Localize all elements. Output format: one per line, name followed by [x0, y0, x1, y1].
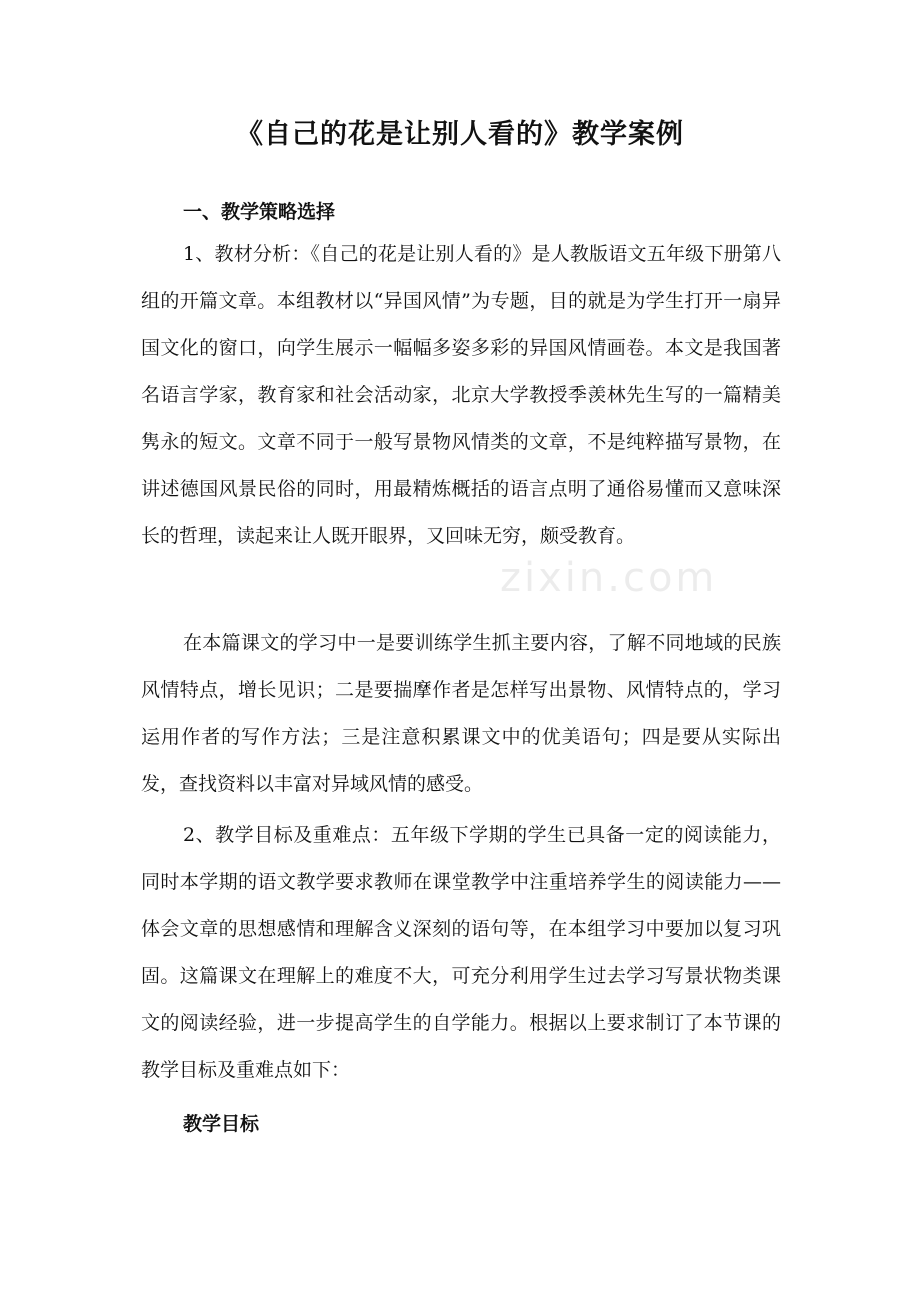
subheading-teaching-goals: 教学目标: [183, 1113, 260, 1135]
document-title: 《自己的花是让别人看的》教学案例: [236, 119, 684, 150]
paragraph-material-analysis: 1、教材分析：《自己的花是让别人看的》是人教版语文五年级下册第八组的开篇文章。本组教材以“异国风情”为专题，目的就是为学生打开一扇异国文化的窗口，向学生展示一幅幅多姿多彩的异国风情画卷。本文是我国著名语言学家，教育家和社会活动家，北京大学教授季羡林先生写的一篇精美隽永的短文。文章不同于一般写景物风情类的文章，不是纯粹描写景物，在讲述德国风景民俗的同时，用最精炼概括的语言点明了通俗易懂而又意味深长的哲理，读起来让人既开眼界，又回味无穷，颇受教育。: [141, 243, 781, 547]
paragraph-goals-difficulties: 2、教学目标及重难点：五年级下学期的学生已具备一定的阅读能力，同时本学期的语文教学要求教师在课堂教学中注重培养学生的阅读能力——体会文章的思想感情和理解含义深刻的语句等，在本组学习中要加以复习巩固。这篇课文在理解上的难度不大，可充分利用学生过去学习写景状物类课文的阅读经验，进一步提高学生的自学能力。根据以上要求制订了本节课的教学目标及重难点如下：: [141, 824, 781, 1081]
watermark: zixin.com: [500, 555, 718, 601]
paragraph-learning-focus: 在本篇课文的学习中一是要训练学生抓主要内容，了解不同地域的民族风情特点，增长见识；二是要揣摩作者是怎样写出景物、风情特点的，学习运用作者的写作方法；三是注意积累课文中的优美语句；四是要从实际出发，查找资料以丰富对异域风情的感受。: [141, 632, 781, 795]
section-heading-strategy: 一、教学策略选择: [183, 201, 336, 223]
